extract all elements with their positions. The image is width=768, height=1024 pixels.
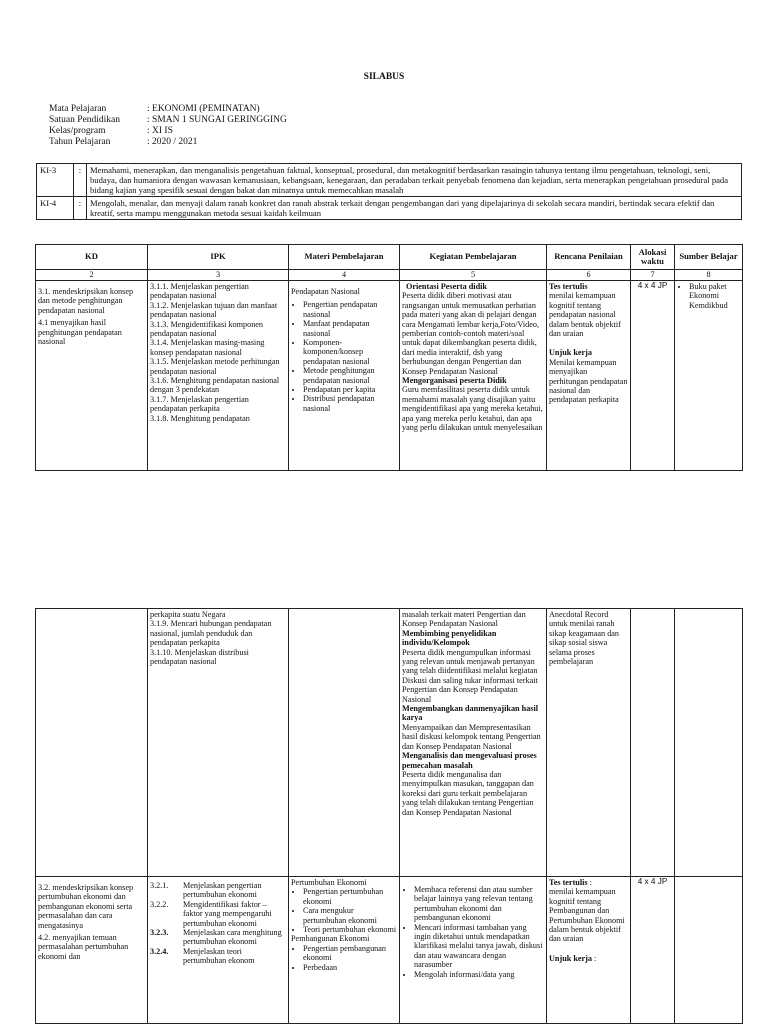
sumber-cell (675, 877, 743, 1024)
sumber-cell (675, 281, 743, 471)
meta-key: Kelas/program (49, 126, 106, 136)
ipk-item: 3.1.4. Menjelaskan masing-masing konsep pendapatan nasional (150, 338, 265, 357)
penilaian-text: Menilai kemampuan menyajikan perhitungan pendapatan nasional dan pendapatan perkapita (549, 357, 628, 405)
materi-cell (289, 281, 400, 471)
ipk-item: 3.1.5. Menjelaskan metode perhitungan pendapatan nasional (150, 357, 280, 376)
ki-row (37, 197, 742, 220)
materi-list (291, 300, 397, 413)
kegiatan-text: Peserta didik diberi motivasi atau rangsangan untuk memusatkan perhatian pada materi yang akan di pelajari dengan cara Mengamati lembar kerja,Foto/Video, pemberian contoh-contoh materi/soal untuk dapat dikembangkan peserta didik, dari media interaktif, dsb yang berhubungan dengan Pengertian dan Konsep Pendapatan Nasional (402, 291, 540, 376)
ipk-item: 3.1.3. Mengidentifikasi komponen pendapatan nasional (150, 319, 264, 339)
ipk-number: 3.2.2. (150, 899, 169, 909)
ipk-item: 3.1.2. Menjelaskan tujuan dan manfaat pendapatan nasional (150, 300, 278, 320)
ipk-text: Menjelaskan teori pertumbuhan ekonom (183, 946, 255, 966)
kd-item: 4.1 menyajikan hasil penghitungan pendapatan nasional (38, 318, 122, 347)
kegiatan-cell (400, 609, 547, 877)
ipk-cell (148, 609, 289, 877)
list-item: • Pendapatan per kapita (303, 385, 397, 394)
ipk-item: 3.1.8. Menghitung pendapatan (150, 413, 250, 423)
kegiatan-cell (400, 877, 547, 1024)
ipk-text: Menjelaskan cara menghitung pertumbuhan ekonomi (183, 928, 282, 947)
ki-separator: : (74, 164, 87, 197)
list-item: • Pengertian pendapatan nasional (303, 300, 397, 319)
ipk-item: 3.1.6. Menghitung pendapatan nasional dengan 3 pendekatan (150, 376, 280, 395)
kegiatan-text: Peserta didik mengumpulkan informasi yang relevan untuk menjawab pertanyan yang telah diidentifikasi melalui kegiatan Diskusi dan saling tukar informasi terkait Pengertian dan Konsep Pendapatan Nasional (402, 647, 538, 704)
syllabus-table-page1 (35, 244, 743, 471)
materi-title: Pendapatan Nasional (291, 287, 360, 296)
col-number: 3 (148, 270, 289, 281)
kegiatan-heading: Mengorganisasi peserta Didik (402, 376, 507, 386)
meta-value: : XI IS (147, 126, 173, 136)
meta-block (49, 104, 287, 148)
header-sumber: Sumber Belajar (675, 245, 743, 270)
kegiatan-heading: Membimbing penyelidikan individu/Kelompok (402, 628, 497, 648)
list-item: • Buku paket Ekonomi Kemdikbud (689, 282, 740, 310)
kd-cell (36, 281, 148, 471)
kd-item: 3.1. mendeskripsikan konsep dan metode penghitungan pendapatan nasional (38, 287, 134, 315)
list-item: • Cara mengukur pertumbuhan ekonomi (303, 906, 397, 925)
list-item: • Mencari informasi tambahan yang ingin diketahui untuk mendapatkan klarifikasi melalui tanya jawab, diskusi dan atau wawancara dengan narasumber (414, 923, 544, 970)
penilaian-heading: Unjuk kerja (549, 953, 592, 963)
ipk-text: Mengidentifikasi faktor – faktor yang mempengaruhi pertumbuhan ekonomi (183, 899, 272, 928)
meta-row (49, 126, 287, 137)
penilaian-text: Anecdotal Record untuk menilai ranah sikap keagamaan dan sikap sosial siswa selama proses pembelajaran (549, 610, 620, 667)
materi-cell (289, 877, 400, 1024)
penilaian-heading: Tes tertulis (549, 282, 588, 291)
col-number: 6 (547, 270, 631, 281)
kegiatan-list (402, 885, 544, 979)
sumber-cell (675, 609, 743, 877)
penilaian-cell (547, 609, 631, 877)
list-item: • Pengertian pertumbuhan ekonomi (303, 887, 397, 906)
ipk-item: 3.1.10. Menjelaskan distribusi pendapatan nasional (150, 647, 249, 667)
ipk-cell (148, 281, 289, 471)
penilaian-colon: : (592, 953, 597, 963)
ipk-item: 3.1.9. Mencari hubungan pendapatan nasional, jumlah penduduk dan pendapatan perkapita (150, 619, 272, 648)
kegiatan-heading: Orientasi Peserta didik (406, 282, 487, 291)
kegiatan-text: masalah terkait materi Pengertian dan Konsep Pendapatan Nasional (402, 610, 526, 629)
meta-key: Tahun Pelajaran (49, 137, 111, 147)
ipk-item: 3.1.7. Menjelaskan pengertian pendapatan perkapita (150, 394, 249, 414)
ki-code: KI-3 (37, 164, 74, 197)
ipk-item (150, 881, 286, 900)
meta-row (49, 115, 287, 126)
kd-cell (36, 609, 148, 877)
kd-item: 4.2. menyajikan temuan permasalahan pertumbuhan ekonomi dan (38, 933, 129, 961)
document-title: SILABUS (363, 72, 405, 82)
kd-cell (36, 877, 148, 1024)
list-item: • Distribusi pendapatan nasional (303, 394, 397, 413)
ipk-number: 3.2.1. (150, 881, 169, 890)
kd-item: 3.2. mendeskripsikan konsep pertumbuhan ekonomi dan pembangunan ekonomi serta permasalahan dan cara mengatasinya (38, 883, 134, 930)
kegiatan-text: Menyampaikan dan Mempresentasikan hasil diskusi kelompok tentang Pengertian dan Konsep Pendapatan Nasional (402, 722, 541, 751)
penilaian-colon: : (587, 878, 592, 887)
alokasi-cell (631, 609, 675, 877)
ipk-item: 3.1.1. Menjelaskan pengertian pendapatan nasional (150, 282, 249, 301)
col-number: 8 (675, 270, 743, 281)
list-item: • Mengolah informasi/data yang (414, 970, 544, 979)
header-kd: KD (36, 245, 148, 270)
ipk-item (150, 928, 286, 947)
ki-row (37, 164, 742, 197)
list-item: • Komponen-komponen/konsep pendapatan nasional (303, 338, 397, 366)
kegiatan-text: Guru memfasilitasi peserta didik untuk memahami masalah yang disajikan yaitu mengidentifikasi apa yang mereka ketahui, apa yang mereka perlu ketahui, dan apa yang perlu dilakukan untuk menyelesaikan (402, 385, 543, 433)
ipk-text: Menjelaskan pengertian pertumbuhan ekonomi (183, 881, 262, 900)
header-row (36, 245, 743, 270)
list-item: • Manfaat pendapatan nasional (303, 319, 397, 338)
list-item: • Membaca referensi dan atau sumber belajar lainnya yang relevan tentang pertumbuhan ekonomi dan pembangunan ekonomi (414, 885, 544, 923)
penilaian-heading-line (549, 878, 628, 887)
penilaian-heading-line (549, 954, 628, 963)
header-penilaian: Rencana Penilaian (547, 245, 631, 270)
kegiatan-cell (400, 281, 547, 471)
ipk-number: 3.2.4. (150, 946, 169, 956)
ki-table (36, 163, 742, 220)
materi-list (291, 887, 397, 934)
meta-value: : SMAN 1 SUNGAI GERINGGING (147, 115, 287, 125)
meta-row (49, 137, 287, 148)
penilaian-text: menilai kemampuan kognitif tentang Pembangunan dan Pertumbuhan Ekonomi dalam bentuk objektif dan uraian (549, 887, 625, 944)
alokasi-cell: 4 x 4 JP (631, 281, 675, 471)
kegiatan-heading: Menganalisis dan mengevaluasi proses pemecahan masalah (402, 751, 537, 770)
penilaian-text: menilai kemampuan kognitif tentang pendapatan nasional dalam bentuk objektif dan uraian (549, 291, 621, 339)
header-kegiatan: Kegiatan Pembelajaran (400, 245, 547, 270)
header-ipk: IPK (148, 245, 289, 270)
list-item: • Pengertian pembangunan ekonomi (303, 944, 397, 963)
list-item: • Perbedaan (303, 963, 397, 972)
materi-title: Pembangunan Ekonomi (291, 934, 370, 944)
kegiatan-text: Peserta didik menganalisa dan menyimpulkan masukan, tanggapan dan koreksi dari guru terkait pembelajaran yang telah dilakukan tentang Pengertian dan Konsep Pendapatan Nasional (402, 769, 534, 817)
syllabus-table-page2 (35, 608, 743, 1024)
meta-value: : 2020 / 2021 (147, 137, 198, 147)
table-row (36, 609, 743, 877)
penilaian-heading: Unjuk kerja (549, 348, 592, 358)
materi-cell (289, 609, 400, 877)
col-number: 5 (400, 270, 547, 281)
ipk-item (150, 900, 286, 928)
ki-text: Memahami, menerapkan, dan menganalisis pengetahuan faktual, konseptual, prosedural, dan metakognitif berdasarkan rasaingin tahunya tentang ilmu pengetahuan, teknologi, seni, budaya, dan humaniora dengan wawasan kemanusiaan, kebangsaan, kenegaraan, dan peradaban terkait penyebab fenomena dan kejadian, serta menerapkan pengetahuan prosedural pada bidang kajian yang spesifik sesuai dengan bakat dan minatnya untuk memecahkan masalah (87, 164, 742, 197)
list-item: • Teori pertumbuhan ekonomi (303, 925, 397, 934)
ki-text: Mengolah, menalar, dan menyaji dalam ranah konkret dan ranah abstrak terkait dengan pengembangan dari yang dipelajarinya di sekolah secara mandiri, bertindak secara efektif dan kreatif, serta mampu menggunakan metoda sesuai kaidah keilmuan (87, 197, 742, 220)
alokasi-cell: 4 x 4 JP (631, 877, 675, 1024)
meta-row (49, 104, 287, 115)
ki-separator: : (74, 197, 87, 220)
table-row (36, 281, 743, 471)
penilaian-heading: Tes tertulis (549, 878, 588, 887)
sumber-list (677, 282, 740, 310)
kegiatan-heading: Mengembangkan danmenyajikan hasil karya (402, 704, 539, 723)
col-number: 7 (631, 270, 675, 281)
materi-title: Pertumbuhan Ekonomi (291, 878, 367, 887)
table-row (36, 877, 743, 1024)
col-number: 4 (289, 270, 400, 281)
column-number-row (36, 270, 743, 281)
meta-key: Mata Pelajaran (49, 104, 107, 114)
penilaian-cell (547, 877, 631, 1024)
ki-code: KI-4 (37, 197, 74, 220)
meta-value: : EKONOMI (PEMINATAN) (147, 104, 260, 114)
ipk-cell (148, 877, 289, 1024)
ipk-number: 3.2.3. (150, 928, 169, 938)
penilaian-cell (547, 281, 631, 471)
list-item: • Metode penghitungan pendapatan nasional (303, 366, 397, 385)
col-number: 2 (36, 270, 148, 281)
header-materi: Materi Pembelajaran (289, 245, 400, 270)
ipk-item (150, 947, 286, 966)
ipk-item: perkapita suatu Negara (150, 610, 226, 619)
meta-key: Satuan Pendidikan (49, 115, 120, 125)
header-alokasi: Alokasi waktu (631, 245, 675, 270)
materi-list (291, 944, 397, 972)
